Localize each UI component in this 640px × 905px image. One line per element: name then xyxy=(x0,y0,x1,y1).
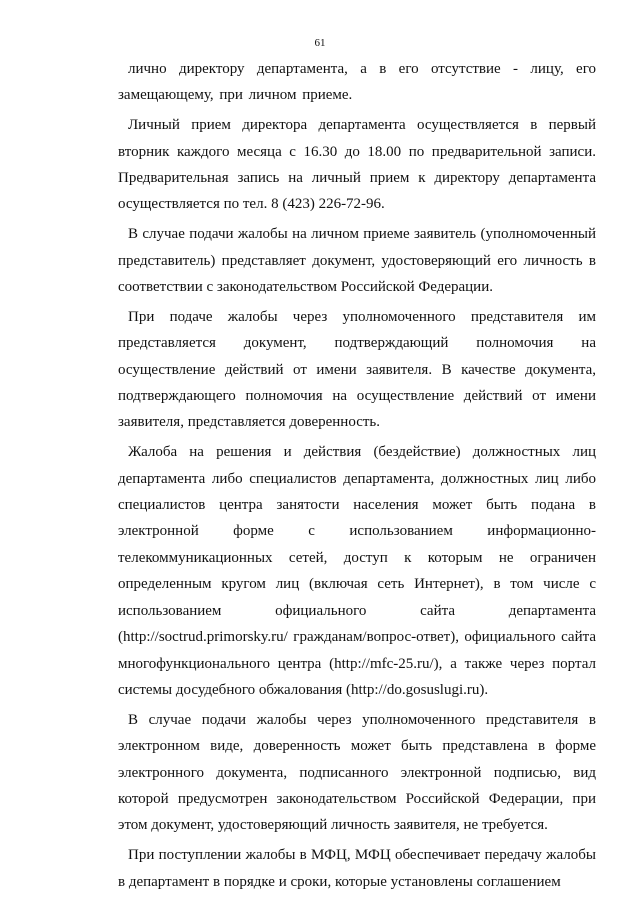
document-body xyxy=(118,56,596,895)
paragraph-identity-document: В случае подачи жалобы на личном приеме заявитель (уполномоченный представитель) представляет документ, удостоверяющий его личность в соответствии с законодательством Российской Федерации. xyxy=(118,226,596,296)
paragraph-personal-appointment-intro: лично директору департамента, а в его отсутствие - лицу, его замещающему, при личном приеме. xyxy=(118,61,596,104)
paragraph-director-reception: Личный прием директора департамента осуществляется в первый вторник каждого месяца с 16.30 до 18.00 по предварительной записи. Предварительная запись на личный прием к директору департамента осуществляется по тел. 8 (423) 226-72-96. xyxy=(118,117,596,213)
page-number: 61 xyxy=(314,37,326,49)
paragraph-electronic-complaint: Жалоба на решения и действия (бездействие) должностных лиц департамента либо специалистов департамента, должностных лиц либо специалистов центра занятости населения может быть подана в электронной форме с использованием информационно-телекоммуникационных сетей, доступ к которым не ограничен определенным кругом лиц (включая сеть Интернет), в том числе с использованием официального сайта департамента (http://soctrud.primorsky.ru/ гражданам/вопрос-ответ), официального сайта многофункционального центра (http://mfc-25.ru/), а также через портал системы досудебного обжалования (http://do.gosuslugi.ru). xyxy=(118,444,596,698)
paragraph-mfc-transfer: При поступлении жалобы в МФЦ, МФЦ обеспечивает передачу жалобы в департамент в порядке и сроки, которые установлены соглашением xyxy=(118,847,596,890)
paragraph-electronic-power-of-attorney: В случае подачи жалобы через уполномоченного представителя в электронном виде, доверенность может быть представлена в форме электронного документа, подписанного электронной подписью, вид которой предусмотрен законодательством Российской Федерации, при этом документ, удостоверяющий личность заявителя, не требуется. xyxy=(118,711,596,834)
paragraph-representative-authority: При подаче жалобы через уполномоченного представителя им представляется документ, подтверждающий полномочия на осуществление действий от имени заявителя. В качестве документа, подтверждающего полномочия на осуществление действий от имени заявителя, представляется доверенность. xyxy=(118,308,596,431)
